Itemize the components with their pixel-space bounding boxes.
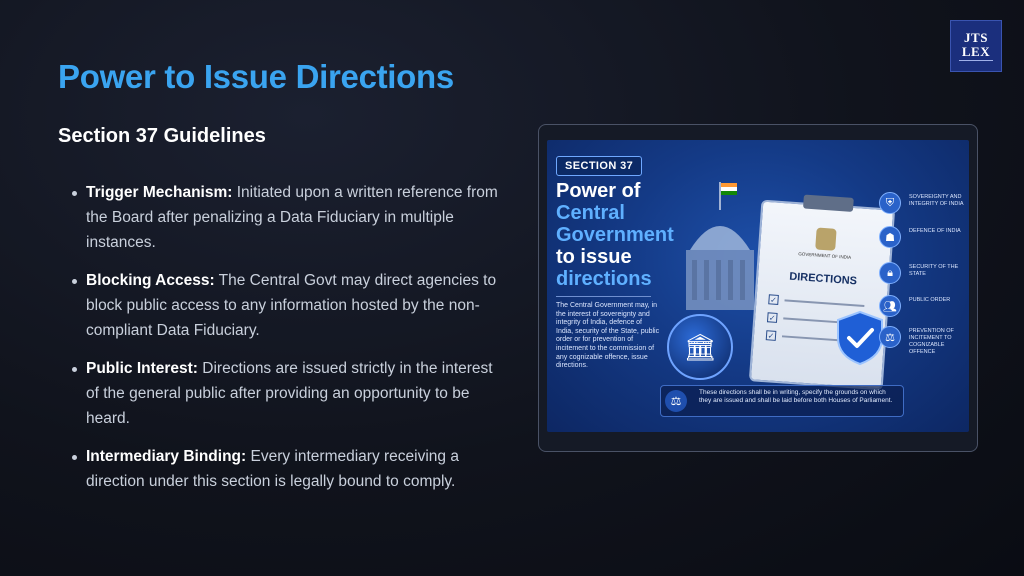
guideline-list: [68, 180, 498, 507]
list-item: [879, 326, 969, 355]
ground-label: DEFENCE OF INDIA: [909, 228, 961, 234]
gavel-icon: ⚖: [879, 326, 901, 348]
checkbox-icon: ✓: [767, 331, 775, 341]
ground-label: SECURITY OF THE STATE: [909, 264, 959, 277]
point-text: Directions are issued strictly in the interest of the general public after providing an opportunity to be heard.: [86, 360, 493, 427]
list-item: [68, 444, 498, 494]
clipboard-clamp: [803, 194, 854, 211]
poster-badge: SECTION 37: [556, 156, 642, 176]
point-text: The Central Govt may direct agencies to block public access to any information hosted by the non-compliant Data Fiduciary.: [86, 272, 497, 339]
ground-label: PREVENTION OF INCITEMENT TO COGNIZABLE OFFENCE: [909, 328, 954, 355]
poster-footer: [660, 385, 904, 417]
point-text: Every intermediary receiving a direction under this section is legally bound to comply.: [86, 448, 459, 490]
bullet-icon: [72, 279, 77, 284]
scales-icon: ⚖: [665, 390, 687, 412]
document-gov-label: GOVERNMENT OF INDIA: [798, 251, 852, 260]
point-label: Blocking Access:: [86, 272, 215, 289]
institution-icon: 🏛︎: [667, 314, 733, 380]
poster-heading-line: Government: [556, 224, 674, 246]
list-item: [879, 295, 969, 319]
slide-title: Power to Issue Directions: [58, 58, 454, 95]
poster-heading-line: directions: [556, 268, 652, 290]
list-item: [879, 262, 969, 286]
people-icon: 👥︎: [879, 295, 901, 317]
lock-icon: 🔒︎: [879, 262, 901, 284]
logo-line-1: JTS: [964, 29, 988, 45]
jts-lex-logo: [950, 20, 1002, 72]
soldier-icon: ☗: [879, 226, 901, 248]
list-item: [68, 356, 498, 431]
poster-footer-text: These directions shall be in writing, specify the grounds on which they are issued and shall be laid before both Houses of Parliament.: [699, 389, 893, 404]
ground-label: SOVEREIGNTY AND INTEGRITY OF INDIA: [909, 194, 964, 207]
document-title: DIRECTIONS: [788, 270, 858, 288]
list-item: [68, 268, 498, 343]
checkbox-icon: ✓: [768, 313, 776, 323]
shield-icon: ⛨: [879, 192, 901, 214]
list-item: [879, 192, 969, 216]
checkbox-icon: ✓: [769, 295, 778, 305]
logo-line-2: LEX: [961, 43, 991, 59]
section-37-poster: [547, 140, 969, 432]
slide-subtitle: Section 37 Guidelines: [58, 125, 266, 147]
point-label: Trigger Mechanism:: [86, 184, 233, 201]
list-item: [879, 226, 969, 250]
shield-check-icon: [835, 310, 885, 366]
poster-divider: [556, 296, 651, 297]
bullet-icon: [72, 455, 77, 460]
point-label: Public Interest:: [86, 360, 198, 377]
poster-heading-line: Central: [556, 202, 625, 224]
point-text: Initiated upon a written reference from the Board after penalizing a Data Fiduciary in multiple instances.: [86, 184, 498, 251]
list-item: [68, 180, 498, 255]
text-line: [784, 299, 864, 307]
parliament-dome-icon: [672, 180, 762, 310]
logo-divider: [959, 60, 993, 61]
ground-label: PUBLIC ORDER: [909, 297, 951, 303]
poster-heading-line: Power of: [556, 180, 641, 202]
poster-description: The Central Government may, in the interest of sovereignty and integrity of India, defence of India, security of the State, public order or for prevention of incitement to the commission of any cognizable offence, issue directions.: [556, 302, 660, 370]
point-label: Intermediary Binding:: [86, 448, 247, 465]
bullet-icon: [72, 367, 77, 372]
bullet-icon: [72, 191, 77, 196]
poster-heading-line: to issue: [556, 246, 632, 268]
emblem-icon: [815, 227, 836, 250]
